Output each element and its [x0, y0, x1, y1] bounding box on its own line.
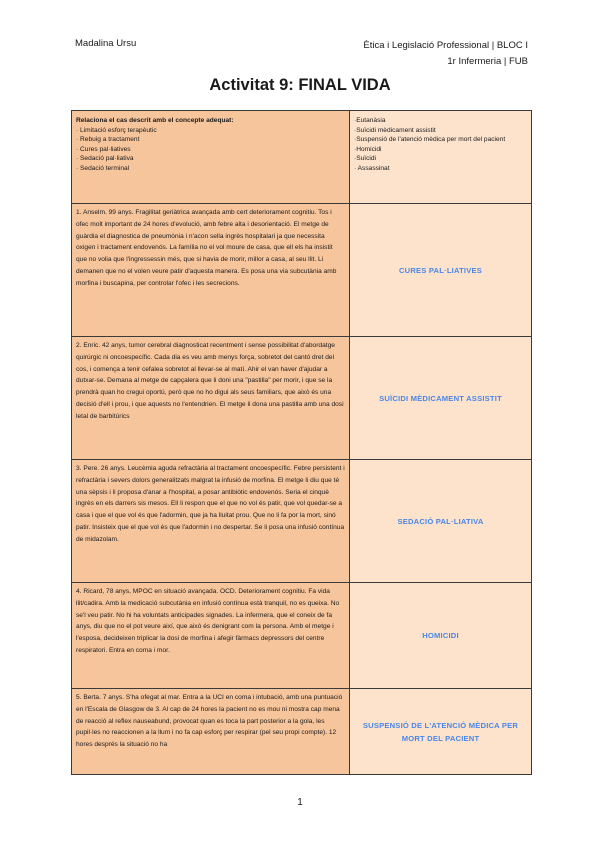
- instruction-text: Relaciona el cas descrit amb el concepte adequat:: [76, 117, 234, 124]
- course-line-2: 1r Infermeria | FUB: [447, 56, 528, 67]
- case-answer: SEDACIÓ PAL·LIATIVA: [397, 516, 484, 526]
- case-row: [72, 204, 532, 337]
- intro-left-cell: [72, 111, 350, 204]
- case-text: 4. Ricard, 78 anys, MPOC en situació avançada. OCD. Deteriorament cognitiu. Fa vida llit/cadira. Amb la medicació subcutània en infusió contínua està tranquil, no es queixa. No se'l veu patir. No hi ha voluntats anticipades signades. La infermera, que el coneix de fa anys, diu que no el pot veure així, que això és denigrant com la persona. Amb el metge i l'esposa, decideixen triplicar la dosi de morfina i afegir fàrmacs depressors del centre respiratori. Entra en coma i mor.: [76, 588, 340, 654]
- case-answer: SUSPENSIÓ DE L'ATENCIÓ MÈDICA PER MORT DEL PACIENT: [362, 720, 519, 743]
- case-answer-cell: [350, 583, 532, 689]
- case-row: [72, 460, 532, 583]
- case-answer: SUÏCIDI MÈDICAMENT ASSISTIT: [379, 393, 502, 403]
- case-description: [72, 689, 350, 775]
- author-name: Madalina Ursu: [75, 38, 137, 49]
- concept-item: · Rebuig a tractament: [76, 136, 140, 144]
- concept-item: · Assassinat: [354, 164, 390, 172]
- case-text: 1. Anselm. 99 anys. Fragilitat geriàtrica avançada amb cert deteriorament cognitiu. Tos i ofec molt important de 24 hores d'evolució, amb febre alta i desorientació. El metge de guàrdia el diagnostica de pneumònia i n'acon sella ingrès hospitalari ja que necessita oxigen i tractament endovenós. La família no el vol moure de casa, que ell els ha insistit que no volia que l'ingressessin més, que si havia de morir, millor a casa, al seu llit. Li demanen que no el volen veure patir d'aquesta manera. Es posa una via subcutània amb morfina i buscapina, per controlar l'ofec i les secrecions.: [76, 209, 337, 287]
- case-description: [72, 204, 350, 337]
- concept-item: ·Suïcidi: [354, 155, 376, 163]
- case-description: [72, 583, 350, 689]
- page-number: 1: [297, 797, 303, 808]
- case-row: [72, 337, 532, 460]
- concept-item: · Sedació pal·liativa: [76, 155, 134, 163]
- course-info: [363, 38, 528, 70]
- concept-item: · Cures pal·liatives: [76, 145, 131, 153]
- case-description: [72, 460, 350, 583]
- intro-row: [72, 111, 532, 204]
- concept-item: · Sedació terminal: [76, 164, 130, 172]
- concept-item: ·Suspensió de l'atenció mèdica per mort del pacient: [354, 136, 506, 144]
- case-answer-cell: [350, 337, 532, 460]
- intro-right-cell: [350, 111, 532, 204]
- case-text: 2. Enric. 42 anys, tumor cerebral diagnosticat recentment i sense possibilitat d'abordatge quirúrgic ni oncoespecífic. Cada dia es veu amb menys força, sobretot del cantó dret del cos, i comença a tenir cefalea sobretot al llevar-se al matí. Ahir el van haver d'ajudar a dutxar-se. Demana al metge de capçalera que li doni una "pastilla" per morir, i que se la prendrà quan ho cregui oportú, però que no ho digui als seus familiars, que això és una decisió d'ell i prou, i que aquests no l'entendrien. El metge li dona una pastilla amb una dosi letal de barbitúrics: [76, 342, 344, 420]
- case-row: [72, 583, 532, 689]
- concept-item: ·Eutanàsia: [354, 117, 386, 124]
- activity-table: [71, 110, 532, 775]
- concept-item: ·Homicidi: [354, 145, 382, 153]
- case-answer: HOMICIDI: [422, 631, 459, 640]
- case-text: 3. Pere. 26 anys. Leucèmia aguda refractària al tractament oncoespecífic. Febre persistent i refractària i severs dolors generalitzats malgrat la infusió de morfina. El metge li diu que té una sèpsis i li proposa d'anar a l'hospital, a posar antibiòtic endovenós. Seria el cinquè ingrès en els darrers sis mesos. Ell li respon que el que no vol és patir, que vol quedar-se a casa i que el que vol és que l'adormin, que ja ha lluitat prou. Que no li fa por la mort, sinó patir. Insisteix que el que vol és que l'adormin i no despertar. Se li posa una infusió contínua de midazolam.: [76, 465, 345, 543]
- case-description: [72, 337, 350, 460]
- case-row: [72, 689, 532, 775]
- course-line-1: Ètica i Legislació Professional | BLOC I: [363, 40, 528, 51]
- concept-item: · Limitació esforç terapèutic: [76, 126, 157, 134]
- case-answer: CURES PAL·LIATIVES: [398, 265, 483, 275]
- concept-item: ·Suïcidi mèdicament assistit: [354, 126, 436, 134]
- page-title: Activitat 9: FINAL VIDA: [209, 76, 391, 94]
- case-text: 5. Berta. 7 anys. S'ha ofegat al mar. Entra a la UCI en coma i intubació, amb una puntuació en l'Escala de Glasgow de 3. Al cap de 24 hores la pacient no es mou ni mostra cap mena de reacció al reflex nauseabund, provocat quan es toca la part posterior a la gola, les pupil·les no reaccionen a la llum i no fa cap esforç per respirar (pel seu propi compte). 12 hores després la situació no ha: [76, 694, 343, 749]
- case-answer-cell: [350, 204, 532, 337]
- case-answer-cell: [350, 460, 532, 583]
- case-answer-cell: [350, 689, 532, 775]
